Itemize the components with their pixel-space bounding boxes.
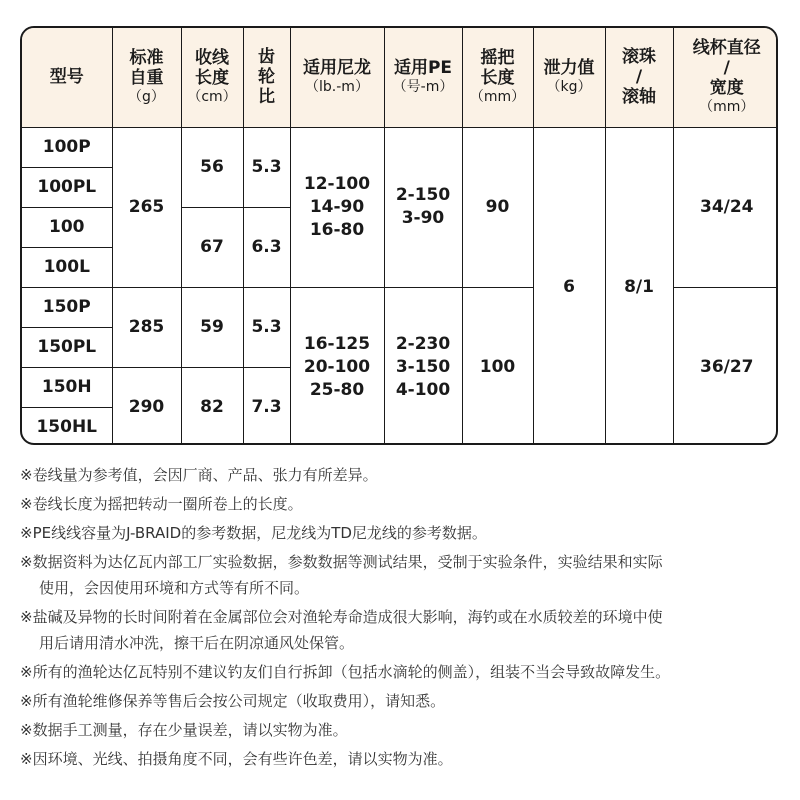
nylon-cell: 12-100 14-90 16-80 [290,127,384,287]
model-cell: 100PL [22,167,112,207]
spec-table [20,26,778,445]
note-item: ※所有渔轮维修保养等售后会按公司规定（收取费用），请知悉。 [20,692,446,710]
retrieve-cell: 56 [181,127,243,207]
header-handle: 摇把 长度 （mm） [462,28,533,127]
header-row [22,28,778,127]
model-cell: 100P [22,127,112,167]
handle-cell: 90 [462,127,533,287]
note-item: ※数据资料为达亿瓦内部工厂实验数据，参数数据等测试结果，受制于实验条件，实验结果和实际 使用，会因使用环境和方式等有所不同。 [20,553,663,597]
spec-table-grid [22,28,778,445]
header-retrieve: 收线 长度 （cm） [181,28,243,127]
gear-ratio-cell: 6.3 [243,207,290,287]
header-model: 型号 [22,28,112,127]
header-drag: 泄力值 （kg） [533,28,605,127]
header-pe: 适用PE （号-m） [384,28,462,127]
nylon-cell: 16-125 20-100 25-80 [290,287,384,445]
model-cell: 150HL [22,407,112,445]
note-item: ※卷线长度为摇把转动一圈所卷上的长度。 [20,495,303,513]
gear-ratio-cell: 5.3 [243,287,290,367]
note-item: ※盐碱及异物的长时间附着在金属部位会对渔轮寿命造成很大影响，海钓或在水质较差的环境中使 用后请用清水冲洗，擦干后在阴凉通风处保管。 [20,608,663,652]
model-cell: 150PL [22,327,112,367]
note-item: ※PE线线容量为J-BRAID的参考数据，尼龙线为TD尼龙线的参考数据。 [20,524,487,542]
retrieve-cell: 82 [181,367,243,445]
note-item: ※因环境、光线、拍摄角度不同，会有些许色差，请以实物为准。 [20,750,453,768]
spool-cell: 36/27 [673,287,778,445]
model-cell: 100L [22,247,112,287]
header-weight: 标准 自重 （g） [112,28,181,127]
model-cell: 100 [22,207,112,247]
table-row [22,127,778,167]
pe-cell: 2-230 3-150 4-100 [384,287,462,445]
note-item: ※数据手工测量，存在少量误差，请以实物为准。 [20,721,348,739]
header-spool: 线杯直径 / 宽度 （mm） [673,28,778,127]
pe-cell: 2-150 3-90 [384,127,462,287]
gear-ratio-cell: 7.3 [243,367,290,445]
model-cell: 150H [22,367,112,407]
bearings-cell: 8/1 [605,127,673,445]
drag-cell: 6 [533,127,605,445]
note-item: ※所有的渔轮达亿瓦特别不建议钓友们自行拆卸（包括水滴轮的侧盖），组装不当会导致故障发生。 [20,663,671,681]
weight-cell: 265 [112,127,181,287]
retrieve-cell: 59 [181,287,243,367]
weight-cell: 285 [112,287,181,367]
header-nylon: 适用尼龙 （lb.-m） [290,28,384,127]
model-cell: 150P [22,287,112,327]
notes-list [20,462,785,775]
weight-cell: 290 [112,367,181,445]
header-gear-ratio: 齿 轮 比 [243,28,290,127]
retrieve-cell: 67 [181,207,243,287]
gear-ratio-cell: 5.3 [243,127,290,207]
note-item: ※卷线量为参考值，会因厂商、产品、张力有所差异。 [20,466,378,484]
handle-cell: 100 [462,287,533,445]
spool-cell: 34/24 [673,127,778,287]
header-bearings: 滚珠 / 滚轴 [605,28,673,127]
